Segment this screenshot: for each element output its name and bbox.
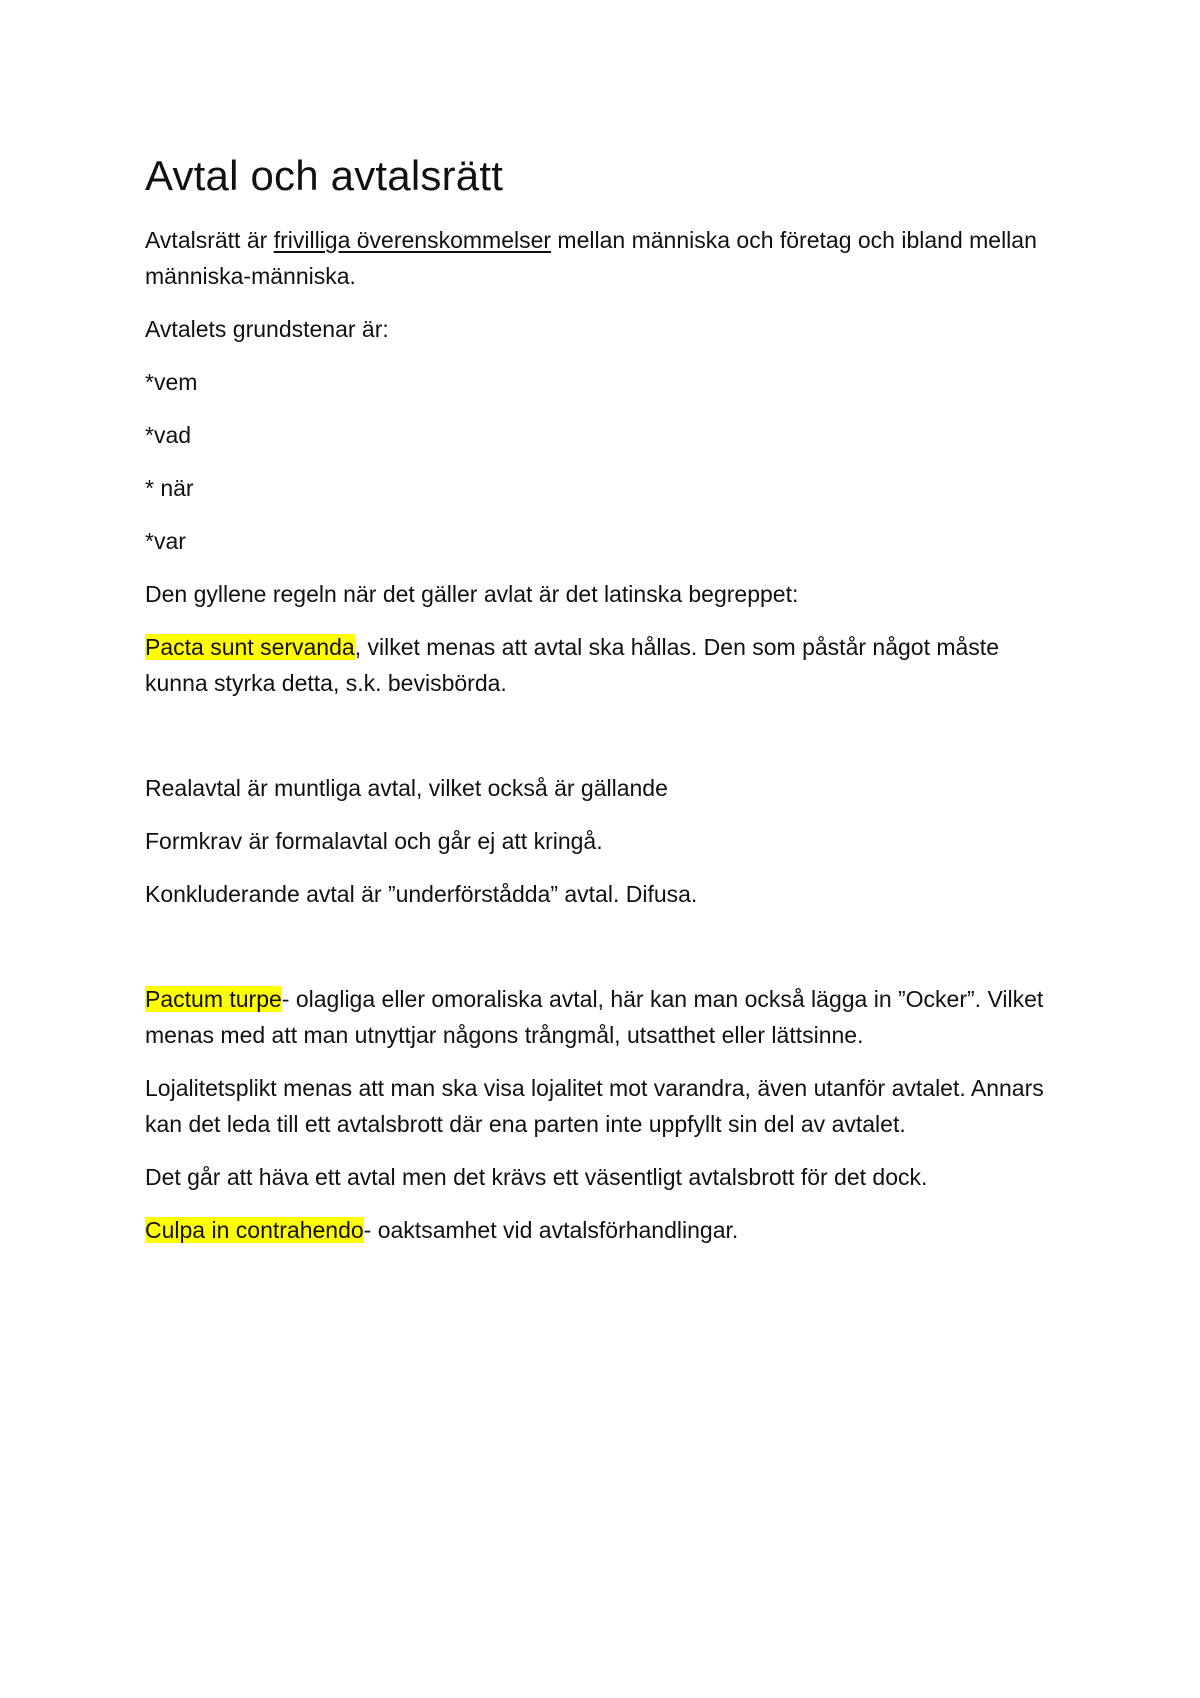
- grundsten-item-vem: *vem: [145, 369, 198, 395]
- pacta-paragraph: [145, 629, 1065, 701]
- culpa-text: - oaktsamhet vid avtalsförhandlingar.: [363, 1217, 739, 1243]
- pactum-highlighted-term: Pactum turpe: [145, 986, 282, 1012]
- culpa-highlighted-term: Culpa in contrahendo: [145, 1217, 364, 1243]
- intro-underlined-term: frivilliga överenskommelser: [273, 227, 552, 253]
- golden-rule-paragraph: Den gyllene regeln när det gäller avlat är det latinska begreppet:: [145, 581, 799, 607]
- intro-paragraph: [145, 222, 1065, 294]
- realavtal-paragraph: Realavtal är muntliga avtal, vilket också är gällande: [145, 775, 668, 801]
- formkrav-paragraph: Formkrav är formalavtal och går ej att kringå.: [145, 828, 603, 854]
- spacer: [145, 929, 1065, 981]
- document-title: Avtal och avtalsrätt: [145, 152, 504, 199]
- pacta-highlighted-term: Pacta sunt servanda: [145, 634, 355, 660]
- pactum-paragraph: [145, 981, 1065, 1053]
- pactum-text: - olagliga eller omoraliska avtal, här kan man också lägga in ”Ocker”. Vilket menas med att man utnyttjar någons trångmål, utsatthet eller lättsinne.: [145, 986, 1044, 1048]
- lojalitet-paragraph: Lojalitetsplikt menas att man ska visa lojalitet mot varandra, även utanför avtalet. Annars kan det leda till ett avtalsbrott där ena parten inte uppfyllt sin del av avtalet.: [145, 1075, 1044, 1137]
- intro-text-after: mellan människa och företag och ibland mellan människa-människa.: [145, 227, 1037, 289]
- pacta-text: , vilket menas att avtal ska hållas. Den som påstår något måste kunna styrka detta, s.k. bevisbörda.: [145, 634, 999, 696]
- grundstenar-heading: Avtalets grundstenar är:: [145, 316, 389, 342]
- intro-text-before: Avtalsrätt är: [145, 227, 274, 253]
- grundsten-item-var: *var: [145, 528, 186, 554]
- culpa-paragraph: [145, 1212, 1065, 1248]
- document-body: [145, 148, 1065, 1265]
- grundsten-item-nar: * när: [145, 475, 194, 501]
- konkluderande-paragraph: Konkluderande avtal är ”underförstådda” avtal. Difusa.: [145, 881, 698, 907]
- hava-paragraph: Det går att häva ett avtal men det krävs ett väsentligt avtalsbrott för det dock.: [145, 1164, 928, 1190]
- spacer: [145, 718, 1065, 770]
- grundsten-item-vad: *vad: [145, 422, 192, 448]
